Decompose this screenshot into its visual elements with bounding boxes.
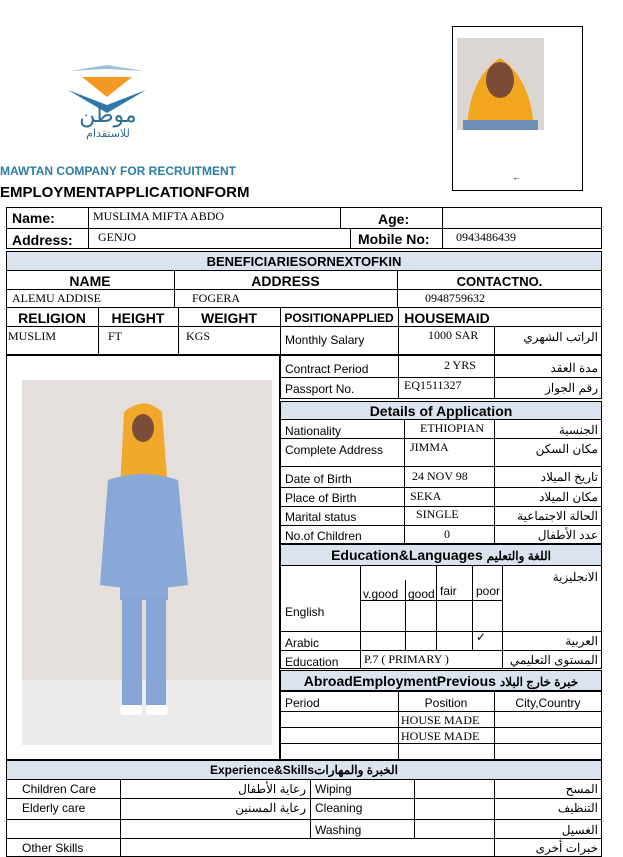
dob-label: Date of Birth bbox=[285, 472, 352, 486]
photo-arrow-mark: ← bbox=[512, 172, 521, 182]
mobile-value[interactable]: 0943486439 bbox=[456, 230, 516, 244]
washing-arabic: الغسيل bbox=[561, 823, 598, 837]
education-value[interactable]: P.7 ( PRIMARY ) bbox=[364, 652, 449, 666]
other-skills-arabic: خبرات أخرى bbox=[535, 841, 598, 855]
children-value[interactable]: 0 bbox=[444, 527, 450, 541]
nationality-label: Nationality bbox=[285, 424, 342, 438]
education-label: Education bbox=[285, 655, 339, 669]
arabic-language-label: Arabic bbox=[285, 636, 320, 650]
form-title: EMPLOYMENTAPPLICATIONFORM bbox=[0, 184, 250, 201]
logo-arabic-text: موطن bbox=[79, 103, 137, 128]
arabic-language-arabic: العربية bbox=[565, 634, 598, 648]
children-label: No.of Children bbox=[285, 529, 362, 543]
contract-arabic: مدة العقد bbox=[550, 361, 598, 375]
english-label: English bbox=[285, 605, 325, 619]
pob-value[interactable]: SEKA bbox=[410, 489, 442, 503]
beneficiary-name-value[interactable]: ALEMU ADDISE bbox=[12, 291, 101, 305]
education-title: Education&Languages bbox=[331, 547, 483, 563]
abroad-banner bbox=[280, 670, 602, 691]
cleaning-arabic: التنظيف bbox=[557, 801, 598, 815]
children-care-arabic: رعاية الأطفال bbox=[238, 782, 306, 796]
abroad-position-1[interactable]: HOUSE MADE bbox=[401, 713, 480, 727]
full-body-photo bbox=[22, 380, 272, 745]
experience-title: Experience&Skills bbox=[210, 763, 315, 777]
level-good: good bbox=[408, 587, 435, 601]
wiping-label: Wiping bbox=[315, 782, 352, 796]
elderly-care-label: Elderly care bbox=[22, 801, 86, 815]
address-value[interactable]: GENJO bbox=[98, 230, 136, 244]
level-fair: fair bbox=[440, 584, 457, 598]
complete-address-label: Complete Address bbox=[285, 443, 384, 457]
mobile-label: Mobile No: bbox=[358, 231, 430, 247]
washing-label: Washing bbox=[315, 823, 362, 837]
level-vgood: v.good bbox=[363, 587, 399, 601]
abroad-period-header: Period bbox=[285, 696, 320, 710]
salary-value[interactable]: 1000 SAR bbox=[428, 328, 479, 342]
housemaid-header: HOUSEMAID bbox=[404, 310, 490, 326]
abroad-position-2[interactable]: HOUSE MADE bbox=[401, 729, 480, 743]
complete-address-value[interactable]: JIMMA bbox=[410, 440, 449, 454]
beneficiary-contact-value[interactable]: 0948759632 bbox=[425, 291, 485, 305]
abroad-title: AbroadEmploymentPrevious bbox=[303, 673, 496, 689]
name-value[interactable]: MUSLIMA MIFTA ABDO bbox=[93, 209, 225, 223]
children-care-label: Children Care bbox=[22, 782, 97, 796]
contract-label: Contract Period bbox=[285, 362, 369, 376]
height-header: HEIGHT bbox=[111, 310, 165, 326]
nationality-arabic: الجنسية bbox=[558, 423, 598, 437]
weight-header: WEIGHT bbox=[201, 310, 257, 326]
abroad-city-header: City,Country bbox=[515, 696, 581, 710]
education-level-arabic: المستوى التعليمي bbox=[509, 653, 598, 667]
education-banner bbox=[280, 544, 602, 566]
other-skills-label: Other Skills bbox=[22, 841, 84, 855]
abroad-position-header: Position bbox=[424, 696, 468, 710]
position-applied-header: POSITIONAPPLIED bbox=[284, 311, 394, 325]
pob-label: Place of Birth bbox=[285, 491, 357, 505]
religion-value[interactable]: MUSLIM bbox=[8, 329, 57, 343]
salary-arabic: الراتب الشهري bbox=[523, 330, 598, 344]
religion-header: RELIGION bbox=[18, 310, 86, 326]
english-arabic: الانجليزية bbox=[552, 570, 598, 584]
name-label: Name: bbox=[12, 210, 55, 226]
nationality-value[interactable]: ETHIOPIAN bbox=[420, 421, 484, 435]
contract-value[interactable]: 2 YRS bbox=[444, 358, 476, 372]
abroad-title-arabic: خبرة خارج البلاد bbox=[499, 675, 579, 689]
details-banner bbox=[280, 401, 602, 420]
beneficiary-title: BENEFICIARIESORNEXTOFKIN bbox=[206, 254, 402, 269]
marital-arabic: الحالة الاجتماعية bbox=[517, 509, 598, 523]
marital-value[interactable]: SINGLE bbox=[416, 507, 459, 521]
elderly-care-arabic: رعاية المسنين bbox=[235, 801, 306, 815]
passport-value[interactable]: EQ1511327 bbox=[404, 378, 462, 392]
cleaning-label: Cleaning bbox=[315, 801, 363, 815]
height-value[interactable]: FT bbox=[108, 329, 123, 343]
passport-arabic: رقم الجواز bbox=[545, 381, 598, 395]
weight-value[interactable]: KGS bbox=[186, 329, 211, 343]
level-poor: poor bbox=[476, 584, 501, 598]
logo-arabic-subtext: للاستقدام bbox=[86, 127, 130, 140]
details-title: Details of Application bbox=[369, 403, 513, 419]
beneficiary-address-header: ADDRESS bbox=[251, 273, 320, 289]
beneficiary-banner bbox=[6, 251, 602, 271]
children-arabic: عدد الأطفال bbox=[537, 528, 598, 542]
complete-address-arabic: مكان السكن bbox=[535, 442, 598, 456]
salary-label: Monthly Salary bbox=[285, 333, 365, 347]
beneficiary-contact-header: CONTACTNO. bbox=[456, 274, 543, 289]
pob-arabic: مكان الميلاد bbox=[539, 490, 598, 504]
passport-photo bbox=[457, 38, 544, 130]
wiping-arabic: المسح bbox=[565, 782, 598, 796]
beneficiary-address-value[interactable]: FOGERA bbox=[192, 291, 241, 305]
passport-label: Passport No. bbox=[285, 382, 355, 396]
education-title-arabic: اللغة والتعليم bbox=[486, 549, 551, 563]
marital-label: Marital status bbox=[285, 510, 357, 524]
arabic-poor-check[interactable]: ✓ bbox=[476, 630, 487, 644]
dob-arabic: تاريخ الميلاد bbox=[540, 470, 598, 484]
age-label: Age: bbox=[378, 211, 410, 227]
company-name: MAWTAN COMPANY FOR RECRUITMENT bbox=[0, 164, 236, 178]
dob-value[interactable]: 24 NOV 98 bbox=[412, 469, 468, 483]
address-label: Address: bbox=[12, 232, 73, 248]
experience-title-arabic: الخبرة والمهارات bbox=[314, 763, 398, 777]
experience-banner bbox=[6, 760, 602, 780]
beneficiary-name-header: NAME bbox=[69, 273, 111, 289]
